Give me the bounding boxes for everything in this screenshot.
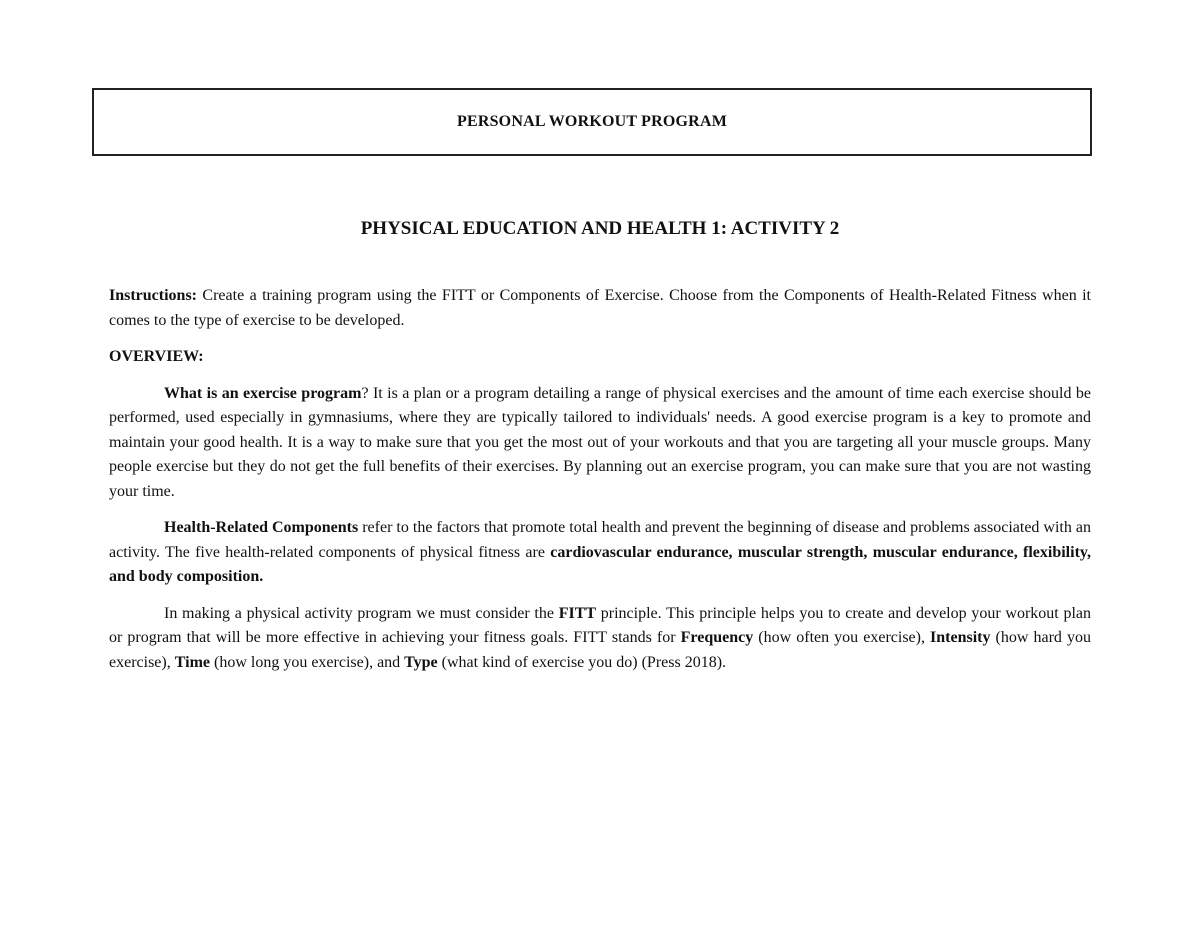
instructions-paragraph <box>109 284 1091 333</box>
instructions-text: Create a training program using the FITT or Components of Exercise. Choose from the Components of Health-Related Fitness when it comes to the type of exercise to be developed. <box>109 287 1091 329</box>
type-term: Type <box>404 653 438 671</box>
health-components-text: refer to the factors that promote total health and prevent the beginning of disease and problems associated with an activity. The five health-related components of physical fitness are <box>109 519 1091 561</box>
health-components-term: Health-Related Components <box>164 519 359 536</box>
fitt-text-5: (how long you exercise), and <box>210 653 405 671</box>
fitt-text-4: (how hard you exercise), <box>109 629 1091 671</box>
health-components-paragraph <box>109 516 1091 590</box>
time-term: Time <box>174 653 210 671</box>
title-box <box>92 88 1092 156</box>
fitt-text-2: principle. This principle helps you to create and develop your workout plan or program that will be more effective in achieving your fitness goals. FITT stands for <box>109 604 1092 646</box>
frequency-term: Frequency <box>680 629 754 646</box>
fitt-text-6: (what kind of exercise you do) (Press 2018). <box>437 653 727 671</box>
fitt-text-1: In making a physical activity program we must consider the <box>164 604 559 622</box>
health-components-list: cardiovascular endurance, muscular strength, muscular endurance, flexibility, and body composition. <box>109 543 1092 585</box>
fitt-term: FITT <box>558 604 597 622</box>
fitt-paragraph <box>109 602 1091 676</box>
document-title: PERSONAL WORKOUT PROGRAM <box>456 113 727 130</box>
instructions-label: Instructions: <box>109 287 198 304</box>
exercise-program-text: ? It is a plan or a program detailing a range of physical exercises and the amount of time each exercise should be performed, used especially in gymnasiums, where they are typically tailored to individuals' needs. A good exercise program is a key to promote and maintain your good health. It is a way to make sure that you get the most out of your workouts and that you are targeting all your muscle groups. Many people exercise but they do not get the full benefits of their exercises. By planning out an exercise program, you can make sure that you are not wasting your time. <box>109 384 1091 500</box>
fitt-text-3: (how often you exercise), <box>753 629 931 646</box>
exercise-program-term: What is an exercise program <box>164 384 362 402</box>
activity-title: PHYSICAL EDUCATION AND HEALTH 1: ACTIVITY 2 <box>360 218 840 239</box>
document-body <box>109 284 1091 687</box>
intensity-term: Intensity <box>930 629 991 646</box>
overview-heading: OVERVIEW: <box>109 348 204 365</box>
exercise-program-paragraph <box>109 382 1091 505</box>
